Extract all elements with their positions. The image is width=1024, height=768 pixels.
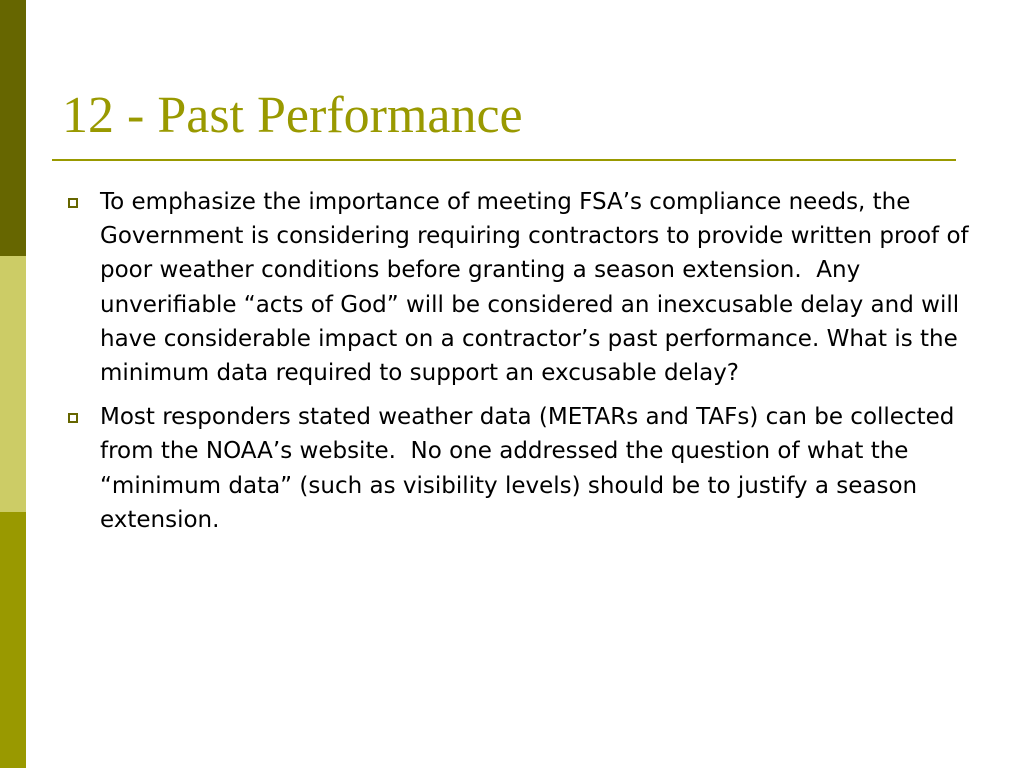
- title-divider: [52, 159, 956, 161]
- hollow-square-bullet-icon: [68, 198, 78, 208]
- side-bar-light-segment: [0, 256, 26, 512]
- bullet-list: [62, 185, 976, 547]
- side-bar-dark-segment: [0, 0, 26, 256]
- decorative-side-bar: [0, 0, 26, 768]
- bullet-item: [62, 400, 972, 537]
- hollow-square-bullet-icon: [68, 413, 78, 423]
- bullet-text: To emphasize the importance of meeting FSA’s compliance needs, the Government is considering requiring contractors to provide written proof of poor weather conditions before granting a season extension. Any unverifiable “acts of God” will be considered an inexcusable delay and will have considerable impact on a contractor’s past performance. What is the minimum data required to support an excusable delay?: [100, 189, 976, 387]
- slide-title: 12 - Past Performance: [62, 87, 523, 144]
- bullet-text: Most responders stated weather data (METARs and TAFs) can be collected from the NOAA’s website. No one addressed the question of what the “minimum data” (such as visibility levels) should be to justify a season extension.: [100, 404, 962, 533]
- bullet-item: [62, 185, 976, 390]
- side-bar-mid-segment: [0, 512, 26, 768]
